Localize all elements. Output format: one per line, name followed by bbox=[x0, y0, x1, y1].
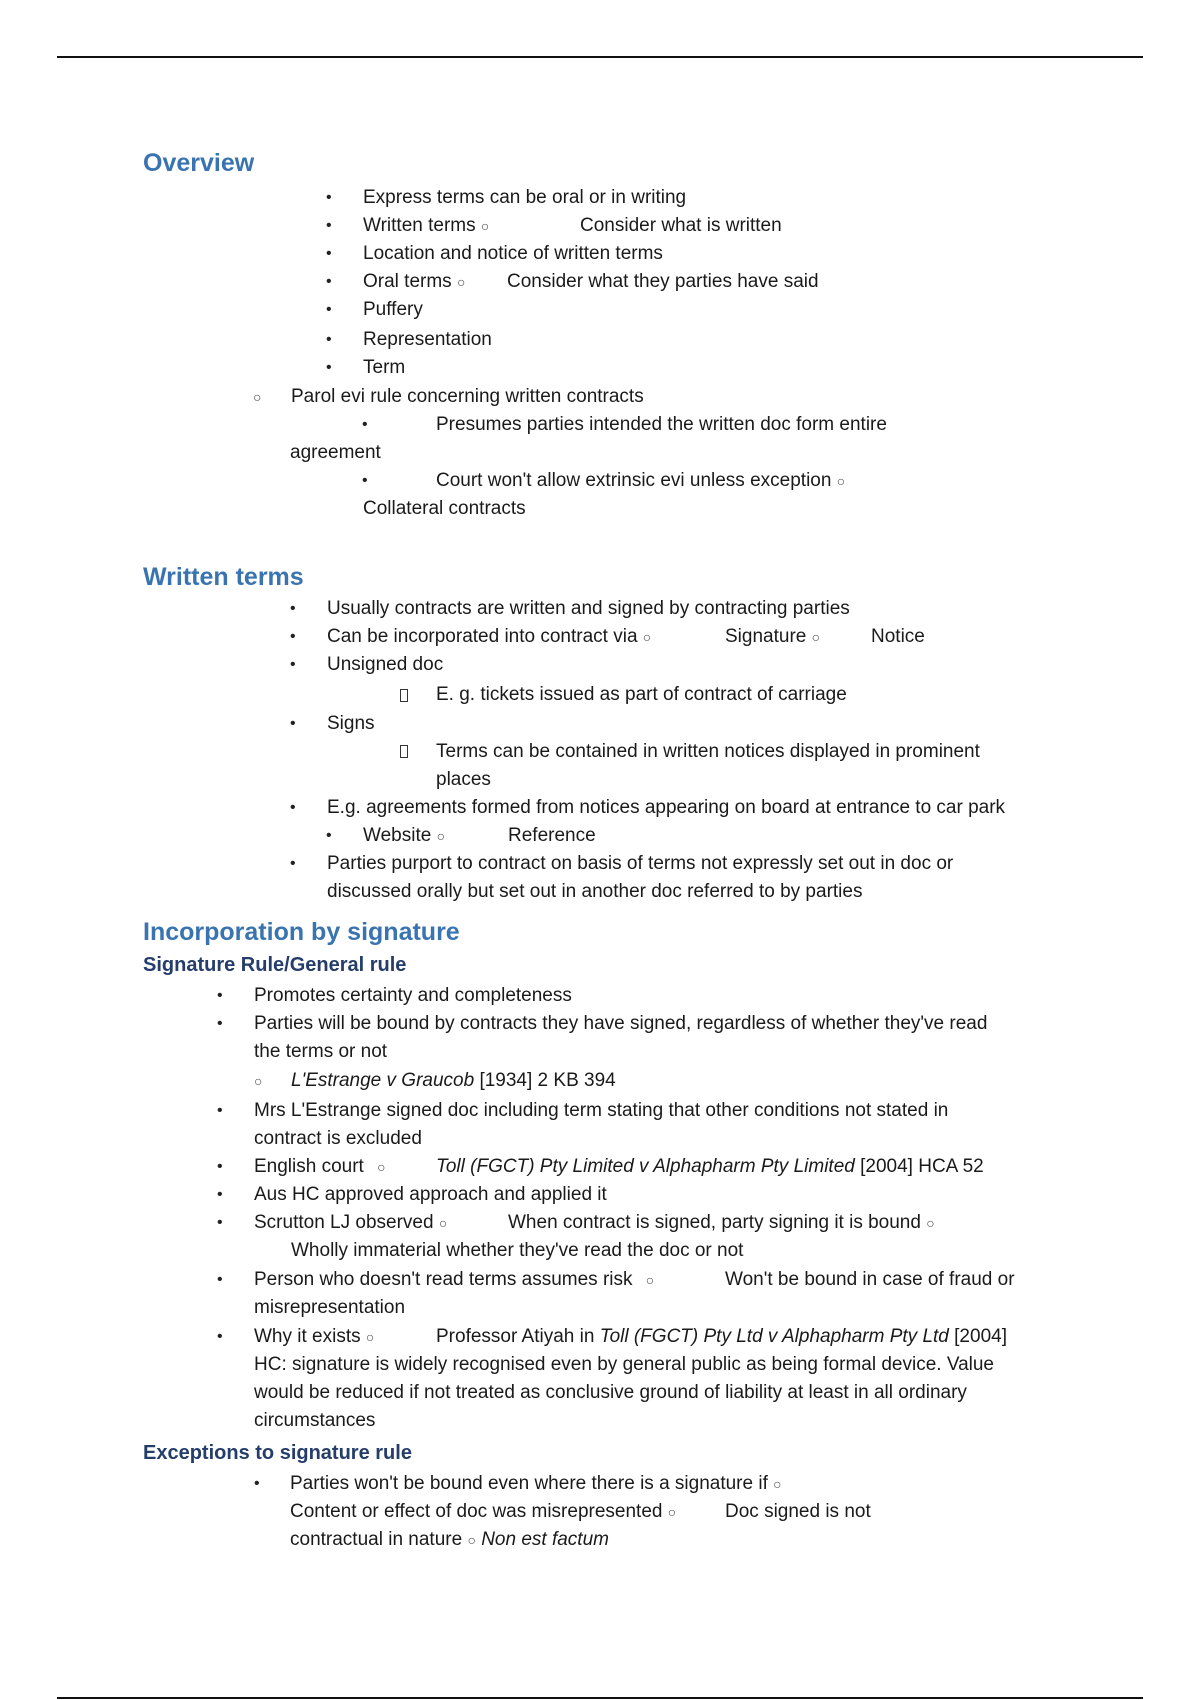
misrepresented-text: Content or effect of doc was misrepresented bbox=[290, 1501, 663, 1522]
circle-bullet: ○ bbox=[811, 629, 821, 645]
non-est-factum-text: Non est factum bbox=[481, 1529, 609, 1550]
circle-bullet: ○ bbox=[773, 1476, 782, 1492]
written-terms-text: Written terms bbox=[363, 215, 476, 236]
bullet: • bbox=[290, 855, 296, 872]
purport-text-2: discussed orally but set out in another doc referred to by parties bbox=[327, 881, 863, 902]
bullet: • bbox=[362, 416, 368, 433]
bullet: • bbox=[217, 1271, 223, 1288]
purport-text-1: Parties purport to contract on basis of terms not expressly set out in doc or bbox=[327, 853, 954, 874]
box-bullet-icon bbox=[400, 689, 408, 702]
circle-bullet: ○ bbox=[436, 828, 446, 844]
mrs-lestrange-text-1: Mrs L'Estrange signed doc including term stating that other conditions not stated in bbox=[254, 1100, 949, 1121]
circle-bullet: ○ bbox=[480, 218, 490, 234]
circle-bullet: ○ bbox=[667, 1504, 677, 1520]
english-court-text: English court bbox=[254, 1156, 364, 1177]
hc-text-1: HC: signature is widely recognised even by general public as being formal device. Value bbox=[254, 1354, 994, 1375]
notice-text: Notice bbox=[871, 626, 925, 647]
why-exists-line bbox=[254, 1325, 374, 1349]
tickets-text: E. g. tickets issued as part of contract of carriage bbox=[436, 684, 847, 705]
location-notice-text: Location and notice of written terms bbox=[363, 243, 663, 264]
representation-text: Representation bbox=[363, 329, 492, 350]
exceptions-wont-bound-line bbox=[290, 1472, 782, 1496]
aus-hc-text: Aus HC approved approach and applied it bbox=[254, 1184, 607, 1205]
footer-rule bbox=[57, 1697, 1143, 1699]
written-terms-line bbox=[363, 214, 489, 238]
circle-bullet: ○ bbox=[645, 1272, 655, 1288]
person-risk-text: Person who doesn't read terms assumes risk bbox=[254, 1269, 633, 1290]
written-terms-heading: Written terms bbox=[143, 563, 304, 591]
wont-bound-text: Won't be bound in case of fraud or bbox=[725, 1269, 1015, 1290]
bullet: • bbox=[290, 799, 296, 816]
overview-heading: Overview bbox=[143, 149, 255, 177]
header-rule bbox=[57, 56, 1143, 58]
immaterial-text: Wholly immaterial whether they've read the doc or not bbox=[291, 1240, 744, 1261]
contractual-nature-text: contractual in nature bbox=[290, 1529, 463, 1550]
notices-text-1: Terms can be contained in written notices displayed in prominent bbox=[436, 741, 980, 762]
incorporation-heading: Incorporation by signature bbox=[143, 918, 460, 946]
circle-bullet: ○ bbox=[456, 274, 466, 290]
express-terms-text: Express terms can be oral or in writing bbox=[363, 187, 687, 208]
circle-bullet: ○ bbox=[926, 1215, 935, 1231]
toll-line bbox=[436, 1155, 984, 1179]
oral-terms-line bbox=[363, 270, 465, 294]
when-signed-line bbox=[508, 1211, 935, 1235]
bullet: • bbox=[254, 1475, 260, 1492]
circle-bullet: ○ bbox=[836, 473, 846, 489]
bullet: • bbox=[290, 600, 296, 617]
bullet: • bbox=[217, 1102, 223, 1119]
toll-citation: [2004] HCA 52 bbox=[860, 1156, 984, 1177]
consider-written-text: Consider what is written bbox=[580, 215, 782, 236]
lestrange-line bbox=[291, 1069, 616, 1093]
lestrange-citation: [1934] 2 KB 394 bbox=[479, 1070, 616, 1091]
bullet: • bbox=[326, 359, 332, 376]
signature-line bbox=[725, 625, 820, 649]
circle-bullet: ○ bbox=[467, 1532, 476, 1548]
circle-bullet: ○ bbox=[377, 1159, 386, 1175]
car-park-text: E.g. agreements formed from notices appearing on board at entrance to car park bbox=[327, 797, 1006, 818]
website-text: Website bbox=[363, 825, 432, 846]
presumes-continued-text: agreement bbox=[290, 442, 381, 463]
signature-text: Signature bbox=[725, 626, 807, 647]
court-wont-line bbox=[436, 469, 845, 493]
lestrange-case-name: L'Estrange v Graucob bbox=[291, 1070, 475, 1091]
signature-rule-subheading: Signature Rule/General rule bbox=[143, 954, 407, 976]
incorporated-line bbox=[327, 625, 651, 649]
unsigned-doc-text: Unsigned doc bbox=[327, 654, 444, 675]
bullet: • bbox=[290, 628, 296, 645]
bullet: • bbox=[326, 245, 332, 262]
atiyah-line bbox=[436, 1325, 1007, 1349]
circle-bullet: ○ bbox=[438, 1215, 448, 1231]
toll-short-case-name: Toll (FGCT) Pty Ltd v Alphapharm Pty Ltd bbox=[599, 1326, 949, 1347]
oral-terms-text: Oral terms bbox=[363, 271, 452, 292]
notices-text-2: places bbox=[436, 769, 491, 790]
presumes-text: Presumes parties intended the written doc form entire bbox=[436, 414, 887, 435]
not-contractual-text: Doc signed is not bbox=[725, 1501, 871, 1522]
certainty-text: Promotes certainty and completeness bbox=[254, 985, 572, 1006]
bound-text-1: Parties will be bound by contracts they have signed, regardless of whether they've read bbox=[254, 1013, 988, 1034]
signs-text: Signs bbox=[327, 713, 375, 734]
circle-bullet: ○ bbox=[642, 629, 652, 645]
bullet: • bbox=[362, 472, 368, 489]
bound-text-2: the terms or not bbox=[254, 1041, 388, 1062]
english-court-line bbox=[254, 1155, 386, 1179]
atiyah-text: Professor Atiyah in bbox=[436, 1326, 595, 1347]
bullet: • bbox=[217, 1158, 223, 1175]
bullet: • bbox=[217, 1328, 223, 1345]
toll-short-citation: [2004] bbox=[954, 1326, 1007, 1347]
bullet: • bbox=[217, 1015, 223, 1032]
bullet: • bbox=[326, 827, 332, 844]
parol-evi-text: Parol evi rule concerning written contracts bbox=[291, 386, 644, 407]
bullet: • bbox=[290, 656, 296, 673]
scrutton-line bbox=[254, 1211, 447, 1235]
when-signed-text: When contract is signed, party signing it is bound bbox=[508, 1212, 921, 1233]
term-text: Term bbox=[363, 357, 406, 378]
bullet: • bbox=[326, 189, 332, 206]
court-wont-text: Court won't allow extrinsic evi unless exception bbox=[436, 470, 832, 491]
bullet: • bbox=[217, 987, 223, 1004]
incorporated-text: Can be incorporated into contract via bbox=[327, 626, 638, 647]
bullet: • bbox=[217, 1186, 223, 1203]
usually-text: Usually contracts are written and signed by contracting parties bbox=[327, 598, 850, 619]
circle-bullet: ○ bbox=[253, 389, 262, 405]
why-exists-text: Why it exists bbox=[254, 1326, 361, 1347]
circle-bullet: ○ bbox=[365, 1329, 375, 1345]
reference-text: Reference bbox=[508, 825, 596, 846]
puffery-text: Puffery bbox=[363, 299, 423, 320]
bullet: • bbox=[326, 217, 332, 234]
website-line bbox=[363, 824, 445, 848]
bullet: • bbox=[217, 1214, 223, 1231]
misrepresentation-text: misrepresentation bbox=[254, 1297, 406, 1318]
misrepresented-line bbox=[290, 1500, 676, 1524]
exceptions-wont-bound-text: Parties won't be bound even where there is a signature if bbox=[290, 1473, 768, 1494]
box-bullet-icon bbox=[400, 745, 408, 758]
person-risk-line bbox=[254, 1268, 654, 1292]
mrs-lestrange-text-2: contract is excluded bbox=[254, 1128, 422, 1149]
contractual-nature-line bbox=[290, 1528, 609, 1552]
scrutton-text: Scrutton LJ observed bbox=[254, 1212, 434, 1233]
bullet: • bbox=[290, 715, 296, 732]
toll-case-name: Toll (FGCT) Pty Limited v Alphapharm Pty Limited bbox=[436, 1156, 855, 1177]
bullet: • bbox=[326, 331, 332, 348]
hc-text-2: would be reduced if not treated as conclusive ground of liability at least in all ordinary bbox=[254, 1382, 967, 1403]
bullet: • bbox=[326, 273, 332, 290]
hc-text-3: circumstances bbox=[254, 1410, 376, 1431]
exceptions-subheading: Exceptions to signature rule bbox=[143, 1442, 412, 1464]
collateral-contracts-text: Collateral contracts bbox=[363, 498, 526, 519]
circle-bullet: ○ bbox=[254, 1073, 263, 1089]
consider-said-text: Consider what they parties have said bbox=[507, 271, 819, 292]
bullet: • bbox=[326, 301, 332, 318]
